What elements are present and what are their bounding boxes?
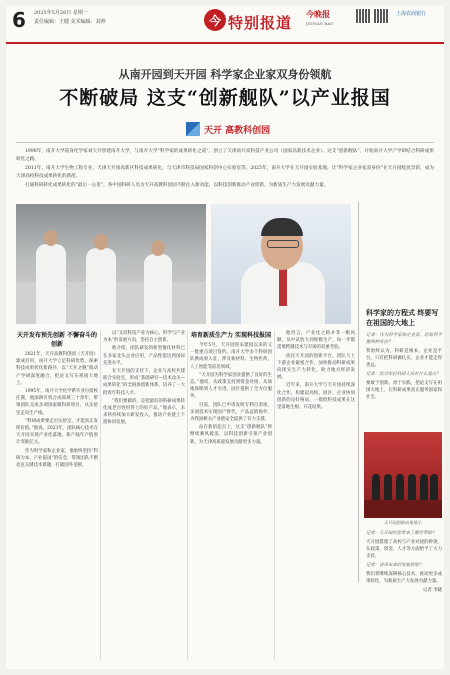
column-paragraph: 以“支持科技产业为核心、科学与产业为本”的发展方向，坚持自主创新。 <box>103 331 185 344</box>
intro-paragraph: 1998年，南开大学前身化学家刘天开创建南开大学，与南开大学“科学家的成果转化之道”，创立了天津南开高科技产业公司（国家高新技术企业）。这支“创新舰队”，开始南开大学产学研结合科研成果转化之路。 <box>16 149 434 162</box>
divider <box>16 142 434 143</box>
interview-answer: 天开园搭建了高校与产业对接的桥梁，在政策、资金、人才等方面给予了大力支持。 <box>366 540 442 559</box>
sidebar-title: 科学家的方程式 终要写在祖国的大地上 <box>366 308 439 327</box>
section-logo-icon: 今 <box>204 9 226 31</box>
column-paragraph: “我们要做的，是把最好的科研成果转化成老百姓用得上的好产品。”他表示，未来将持续加大研发投入，推动产业链上下游协同发展。 <box>103 398 185 426</box>
editor-line: 责任编辑：王健 美术编辑：刘帅 <box>34 19 106 25</box>
intro-paragraph: 2011年，南开大学生物工程专业，天津天开园高新区科技成果转化，与天津市科技局国家科创中心实验室等。2025年，南开大学在天开园实验基地，让“科学家企业家双身份”在天开园绽放异彩，成为天津高校科技成果转化的典范。 <box>16 166 434 179</box>
column-paragraph: 作为科学家和企业家，他始终坚持“科研为本、产业报国”的信念，带领团队不断攻克关键技术难题，打破国外垄断。 <box>16 448 98 469</box>
interview-answer: 要敢于创新、勇于实践，把论文写在祖国大地上，让科研成果真正服务国家和社会。 <box>366 381 442 400</box>
interview-answer: 我们将继续深耕核心技术，推动更多成果转化，为新质生产力发展贡献力量。 <box>366 572 442 584</box>
column-paragraph: 站在新的起点上，这支“创新舰队”将继续乘风破浪，以科技创新引领产业创新，为天津高质量发展贡献更多力量。 <box>190 425 272 445</box>
column-subheading: 天开发布预先创新 不懈奋斗的创新 <box>16 332 98 348</box>
article-column-3 <box>190 330 272 447</box>
byline: 记者 李晓 <box>423 588 442 593</box>
page-number: 6 <box>12 8 26 32</box>
portrait-photo <box>211 204 351 324</box>
column-paragraph: “科研成果要走出实验室，才能真正发挥价值。”他说。2023年，团队核心技术在天开园实现产业化落地，新产线年产值预计突破亿元。 <box>16 418 98 446</box>
brand-text: 天开 高教科创园 <box>204 125 271 136</box>
column-divider <box>100 330 101 660</box>
interview-question: 记者：天开园给您带来了哪些帮助？ <box>366 531 437 536</box>
intro-paragraph: 打通科研转化成果转化的“最后一公里”，各中国科研人员为天开高教科创园不断注入新动能，以科技创新推动产业创新，为新质生产力发展贡献力量。 <box>25 183 329 189</box>
lab-photo <box>16 204 206 324</box>
advertiser-logo: 上海农商银行 <box>396 11 427 17</box>
column-paragraph: 近年来，南开大学与天开园持续深化合作，构建起高校、园区、企业协同创新的良好格局，一批批科技成果在这里落地生根、开花结果。 <box>277 383 355 411</box>
brand-banner <box>186 122 270 136</box>
tiankai-logo-icon <box>186 122 200 136</box>
sidebar-interview-2 <box>366 530 442 596</box>
group-photo <box>364 432 442 518</box>
qr-code-icon <box>374 9 388 23</box>
paper-logo-sub: JINWAN BAO <box>306 21 334 26</box>
column-paragraph: 依托天开园的创新平台，团队与上下游企业紧密合作，加快推动科研成果向现实生产力转化，助力地方经济发展。 <box>277 353 355 381</box>
column-subheading: 培育新质生产力 实现科技报国 <box>190 332 272 339</box>
interview-question: 记者：您对年轻科研人员有什么建议？ <box>366 372 441 377</box>
interview-question: 记者：作为科学家和企业家，您如何平衡两种身份？ <box>366 333 442 345</box>
sidebar-divider <box>358 202 359 582</box>
article-column-1 <box>16 330 98 470</box>
column-divider <box>187 330 188 660</box>
column-paragraph: 1995年，南开大学化学系毕业后留校任教，他深耕有机合成领域三十余年，带领团队完成多项国家级科研项目，从实验室走向生产线。 <box>16 389 98 416</box>
issue-date: 2025年5月26日 星期一 <box>34 10 88 16</box>
column-paragraph: 2021年，天开高教科创园（天开园）建成启用，南开大学立足科研优势，探索科技成果转化新路径，以“天开之舰”推动产学研深度融合，把论文写在祖国大地上。 <box>16 352 98 386</box>
article-column-4 <box>277 330 355 412</box>
interview-answer: 我始终认为，科研是根本，企业是平台。只有把科研做扎实，企业才能走得更远。 <box>366 349 442 368</box>
column-divider <box>274 330 275 660</box>
column-paragraph: 他介绍，团队研发的新型催化材料已在多家龙头企业应用，产品性能达到国际先进水平。 <box>103 346 185 366</box>
newspaper-page <box>6 6 444 669</box>
column-paragraph: “天开园为科学家创业提供了良好的生态。”他说，从政策支持到资金对接，从场地保障到人才引进，园区提供了全方位服务。 <box>190 372 272 400</box>
article-intro <box>16 148 434 192</box>
column-paragraph: 今年5月，天开园迎来建园以来的又一批重点项目签约。南开大学多个科研团队携成果入驻，涉及新材料、生物医药、人工智能等前沿领域。 <box>190 343 272 370</box>
masthead <box>6 6 444 44</box>
article-kicker: 从南开园到天开园 科学家企业家双身份领航 <box>118 68 332 81</box>
article-headline: 不断破局 这支“创新舰队”以产业报国 <box>59 87 391 109</box>
photo-caption: 天开园创新成果展示 <box>384 520 422 525</box>
interview-question: 记者：谈谈未来的发展规划？ <box>366 563 424 568</box>
sidebar-interview <box>366 332 442 403</box>
column-paragraph: 他坦言，产业化之路并非一帆风顺，从中试放大到规模生产，每一步都需要跨越技术与市场的双重考验。 <box>277 331 355 351</box>
section-title: 特别报道 <box>228 14 293 32</box>
column-paragraph: 在天开园的支持下，企业与高校共建联合实验室，形成“基础研究—技术攻关—成果转化”的全链条创新体系，培养了一大批青年科技人才。 <box>103 369 185 396</box>
column-paragraph: 目前，团队已申请发明专利百余项，多项技术实现国产替代，产品远销海外，为我国相关产业链安全提供了有力支撑。 <box>190 402 272 423</box>
article-column-2 <box>103 330 185 428</box>
paper-logo: 今晚报 <box>306 9 330 19</box>
qr-code-icon <box>356 9 370 23</box>
